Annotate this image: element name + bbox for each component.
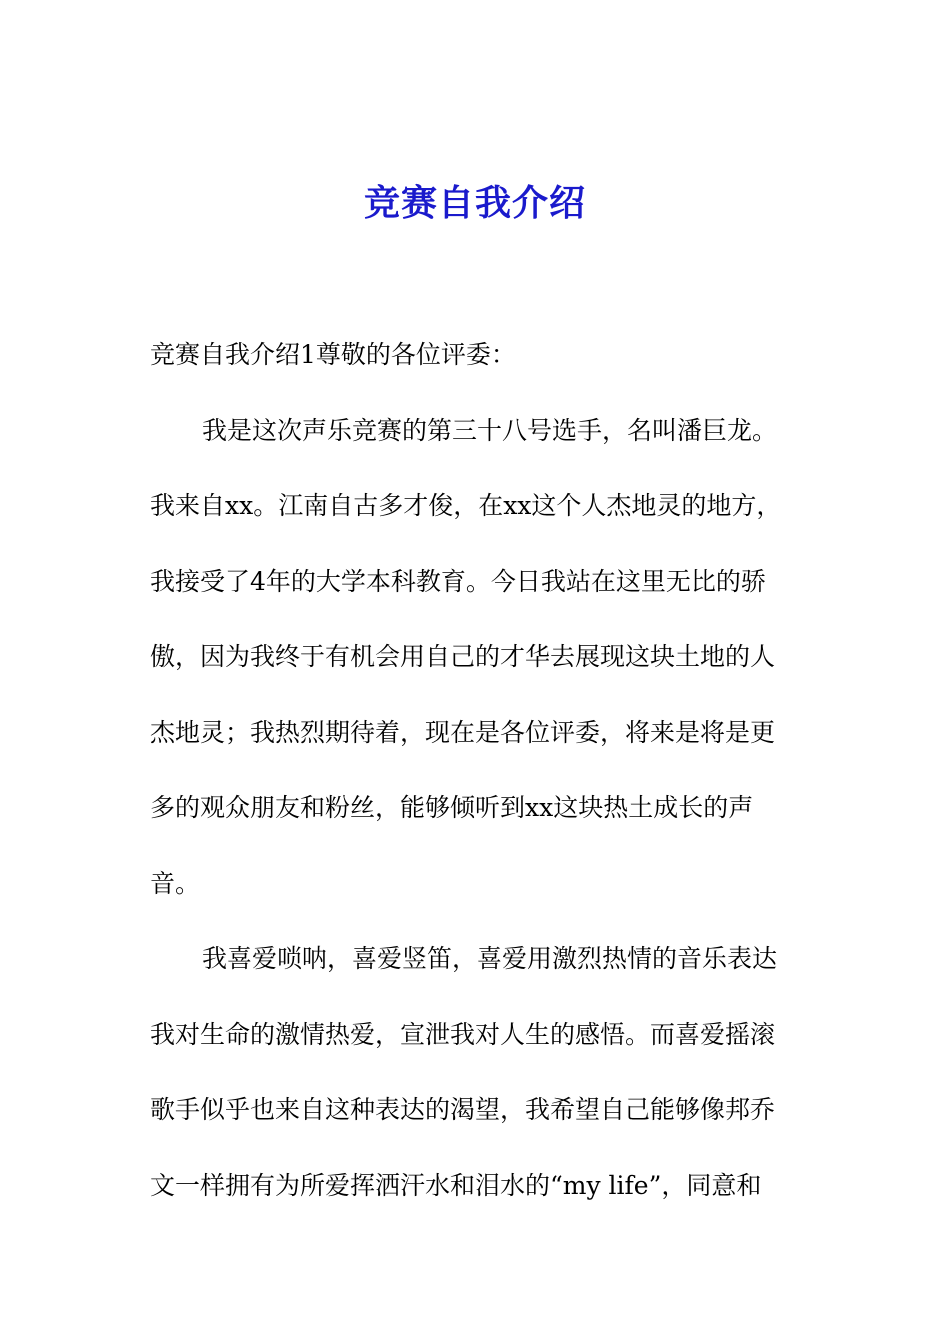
body-line: 傲，因为我终于有机会用自己的才华去展现这块土地的人 bbox=[150, 642, 776, 671]
body-line: 竞赛自我介绍1尊敬的各位评委： bbox=[150, 340, 516, 369]
body-line: 我喜爱唢呐，喜爱竖笛，喜爱用激烈热情的音乐表达 bbox=[202, 944, 778, 973]
body-line: 我是这次声乐竞赛的第三十八号选手，名叫潘巨龙。 bbox=[202, 415, 778, 445]
body-line: 音。 bbox=[150, 868, 201, 898]
body-line: 文一样拥有为所爱挥洒汗水和泪水的“my life”，同意和 bbox=[150, 1170, 762, 1200]
body-line: 我对生命的激情热爱，宣泄我对人生的感悟。而喜爱摇滚 bbox=[150, 1019, 776, 1049]
page-title: 竞赛自我介绍 bbox=[363, 182, 586, 224]
body-line: 多的观众朋友和粉丝，能够倾听到xx这块热土成长的声 bbox=[150, 793, 754, 822]
body-line: 我接受了4年的大学本科教育。今日我站在这里无比的骄 bbox=[150, 566, 766, 596]
body-line: 歌手似乎也来自这种表达的渴望，我希望自己能够像邦乔 bbox=[150, 1095, 776, 1124]
body-line: 我来自xx。江南自古多才俊，在xx这个人杰地灵的地方， bbox=[150, 491, 782, 520]
body-line: 杰地灵；我热烈期待着，现在是各位评委，将来是将是更 bbox=[150, 717, 776, 747]
document-body bbox=[150, 327, 810, 1233]
